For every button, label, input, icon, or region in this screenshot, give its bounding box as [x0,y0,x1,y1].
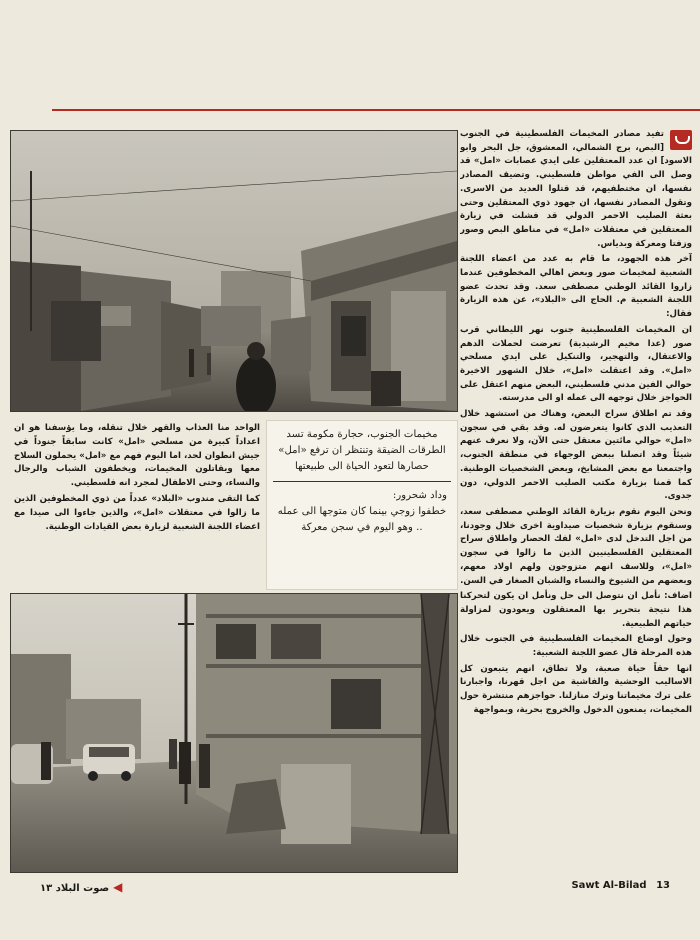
article-paragraph-8: انها حقاً حياة صعبة، ولا تطاق، انهم يتبعون كل الاساليب الوحشية والفاشية من اجل قهرنا، واجبارنا على ترك مخيماتنا وترك منازلنا. حواجزهم منتشرة حول المخيمات، يمنعون الدخول والخروج بحرية، وبمواجهة [460,663,692,715]
article-paragraph-6: اضاف: نأمل ان نتوصل الى حل ونأمل ان يكون لتحركنا هذا نتيجة بتحرير بها المعتقلون ويعودون لمزاولة حياتهم الطبيعية. [460,591,692,629]
pull-quote-main: مخيمات الجنوب، حجارة مكومة تسد الطرقات الضيقة وتنتظر ان ترفع «امل» حصارها لتعود الحياة الى طبيعتها [278,429,446,472]
article-paragraph-5: ونحن اليوم نقوم بزيارة القائد الوطني مصطفى سعد، وسنقوم بزيارة شخصيات صيداوية اخرى خلال وجودنا، من اجل التدخل لدى «امل» لفك الحصار واطلاق سراح المعتقلين الفلسطينيين الذين ما زالوا في سجون «امل»، وللاسف انهم متزوجون ولهم اولاد معهم، وبعضهم من الشيوخ والنساء والشبان الصغار في السن. [460,506,692,586]
article-paragraph-2: آخر هذه الجهود، ما قام به عدد من اعضاء اللجنة الشعبية لمخيمات صور وبعض اهالي المخطوفين عندما زاروا القائد الوطني مصطفى سعد. وقد تحدث عضو اللجنة الشعبية م. الحاج الى «البلاد»، عن هذه الزيارة فقال: [460,254,692,320]
article-paragraph-3: ان المخيمات الفلسطينية جنوب نهر الليطاني قرب صور (عدا مخيم الرشيدية) تعرضت لحملات الدهم والاعتقال، والتهجير، والتنكيل على ايدي مسلحي «امل». وقد اعتقلت «امل»، خلال الشهور الاخيرة حوالي الفين مدني فلسطيني، البعض منهم اعتقل على الحواجز خلال توجهه الى عمله او الى مدرسته. [460,324,692,404]
header-rule [52,109,700,111]
article-paragraph-4: وقد تم اطلاق سراح البعض، وهناك من استشهد خلال التعذيب الذي كانوا يتعرضون له. وقد بقي في سجون «امل» حوالي مائتين معتقل حتى الآن، ولا نعرف عنهم شيئاً وقد اتصلنا ببعض الوجهاء في منطقة الجنوب، واجتمعنا مع بعض المشايخ، وبعض الشخصيات الوطنية. كما قمنا بزيارة مكتب الصليب الاحمر الدولي، دون جدوى. [460,409,692,502]
camp-street-photo [10,130,458,412]
camp-road-photo-graphic [11,594,457,872]
camp-street-photo-graphic [11,131,457,411]
camp-road-photo [10,593,458,873]
magazine-logo-icon [670,130,692,150]
pull-quote-box [266,420,458,590]
pull-quote-divider [273,481,451,482]
pull-quote-speaker: وداد شحرور: [392,490,447,501]
footer-page-number: 13 [656,880,670,891]
pull-quote-testimony [267,488,457,536]
article-paragraph-7: وحول اوضاع المخيمات الفلسطينية في الجنوب خلال هذه المرحلة قال عضو اللجنة الشعبية: [460,634,692,659]
footer-arrow-icon: ◀ [113,880,123,894]
left-paragraph-2: كما التقى مندوب «البلاد» عدداً من ذوي المخطوفين الذين ما زالوا في معتقلات «امل»، والذين جاءوا الى صيدا مع اعضاء اللجنة الشعبية لزيارة بعض القيادات الوطنية. [14,493,260,532]
footer-right [571,880,670,891]
article-paragraph-1: تفيد مصادر المخيمات الفلسطينية في الجنوب [البص، برج الشمالي، المعشوق، جل البحر وابو الاسود] ان عدد المعتقلين على ايدي عصابات «امل» قد وصل الى الفي مواطن فلسطيني. وتضيف المصادر نفسها، ان مختطفيهم، قد قتلوا العديد من الاسرى. وتقول المصادر نفسها، ان جهود ذوي المعتقلين وحتى بعثة الصليب الاحمر الدولي قد فشلت في زيارة المعتقلين في معتقلات «امل» في مناطق البص وصور وزفتا ومعركة وبدياس. [460,129,692,249]
left-paragraph-1: الواحد منا العذاب والقهر خلال تنقله، وما يؤسفنا هو ان اعداداً كبيرة من مسلحي «امل» كانت سابقاً جنوداً في جيش انطوان لحد، اما اليوم فهم مع «امل» يحملون السلاح معها ويقاتلون المخيمات، ويخطفون الشباب والرجال والنساء، وحتى الاطفال لمجرد انه فلسطيني. [14,423,260,489]
pull-quote-text: خطفوا زوجي بينما كان متوجها الى عمله .. وهو اليوم في سجن معركة [277,506,447,533]
article-body [460,128,692,876]
footer-magazine-name: Sawt Al-Bilad [571,880,647,891]
footer-left-text: صوت البلاد ١٣ [40,883,110,894]
footer-left [40,880,122,894]
left-text-column [14,422,260,588]
